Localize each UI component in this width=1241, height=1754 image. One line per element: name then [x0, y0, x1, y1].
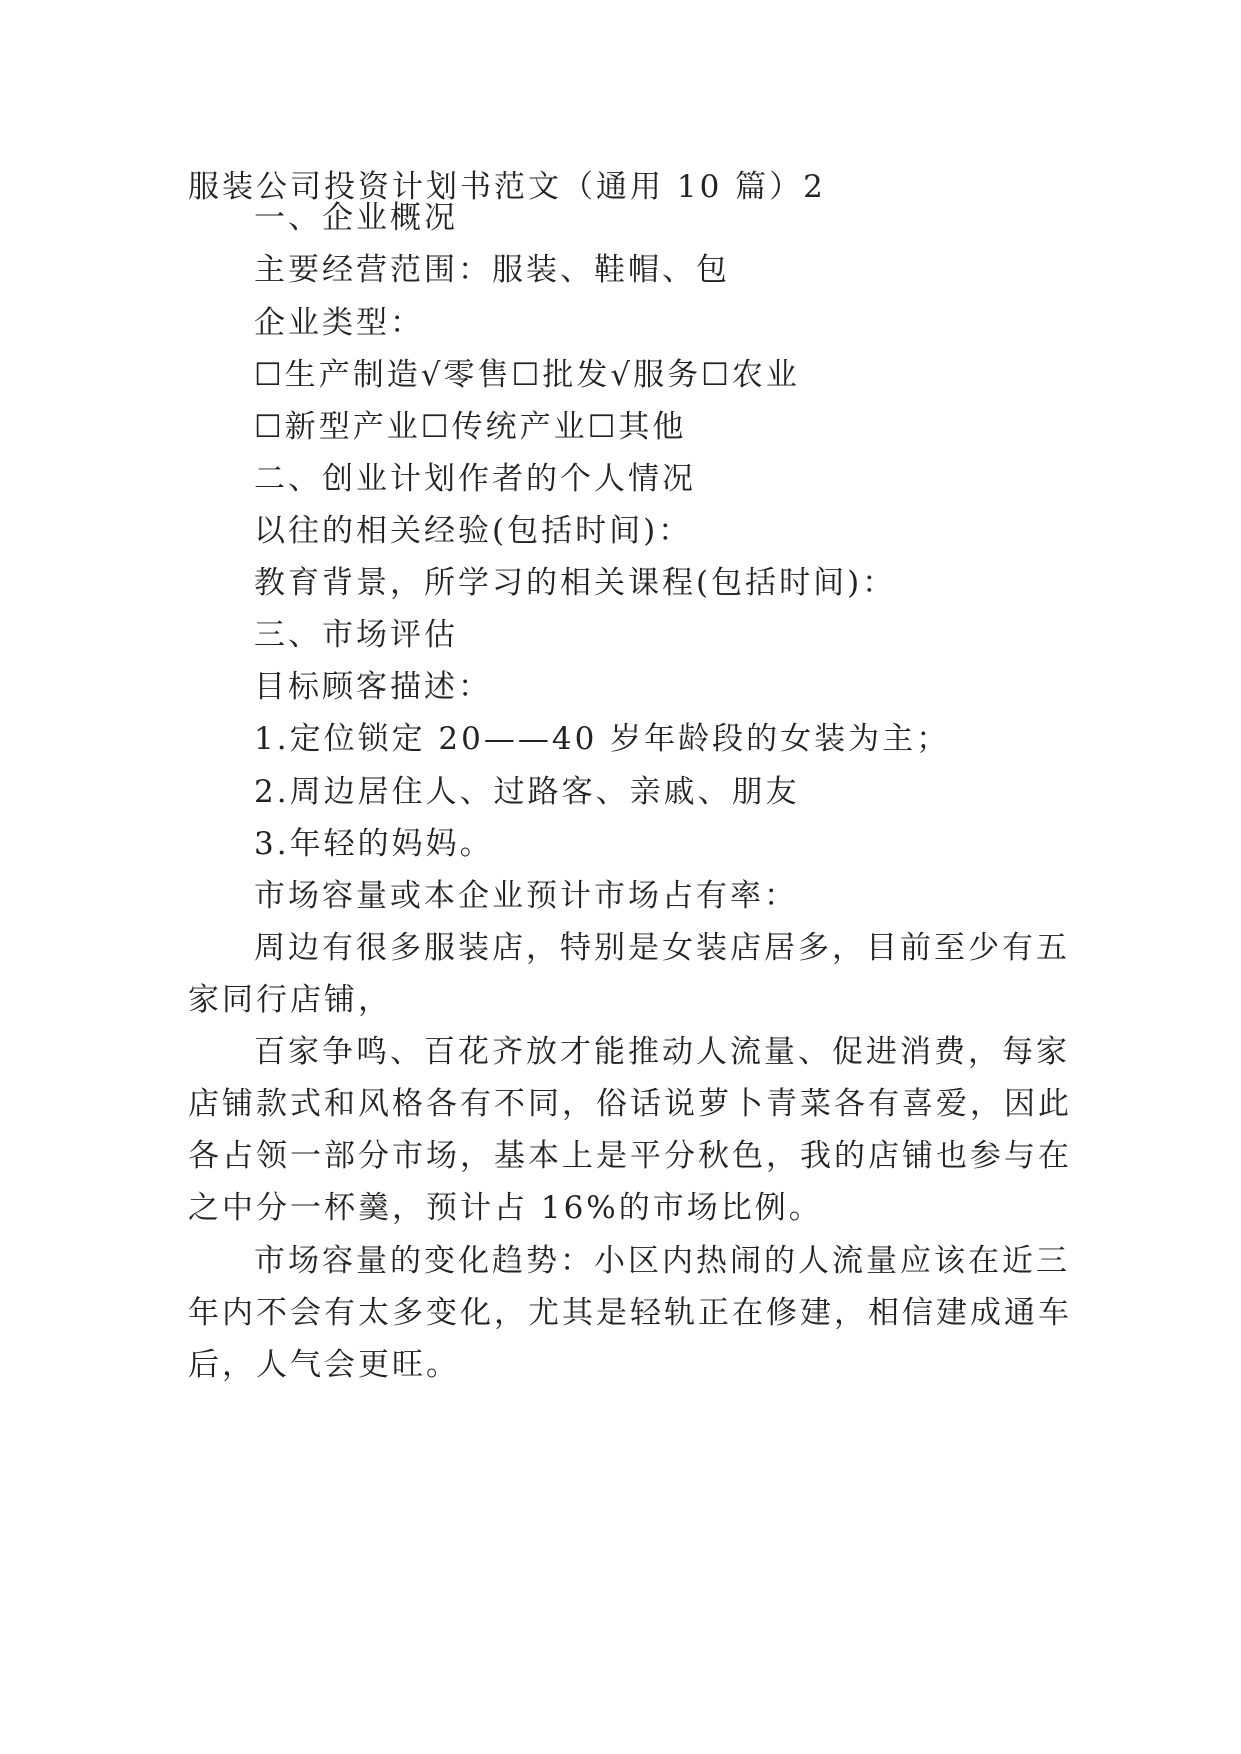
paragraph-line: 之中分一杯羹，预计占 16%的市场比例。: [188, 1190, 823, 1226]
paragraph-line: 目标顾客描述：: [254, 669, 492, 705]
section-heading: 一、企业概况: [254, 200, 458, 236]
paragraph-line: 企业类型：: [254, 305, 424, 341]
paragraph-line: 主要经营范围：服装、鞋帽、包: [254, 252, 730, 288]
section-heading: 三、市场评估: [254, 617, 458, 653]
paragraph-line: 各占领一部分市场，基本上是平分秋色，我的店铺也参与在: [188, 1138, 1072, 1174]
paragraph-line: 百家争鸣、百花齐放才能推动人流量、促进消费，每家: [254, 1034, 1070, 1070]
paragraph-line: 家同行店铺，: [188, 982, 392, 1018]
paragraph-line: 市场容量或本企业预计市场占有率：: [254, 878, 798, 914]
list-item: 3.年轻的妈妈。: [254, 826, 494, 862]
paragraph-line: 教育背景，所学习的相关课程(包括时间)：: [254, 565, 897, 601]
paragraph-line: 以往的相关经验(包括时间)：: [254, 513, 693, 549]
paragraph-line: 周边有很多服装店，特别是女装店居多，目前至少有五: [254, 930, 1070, 966]
paragraph-line: 店铺款式和风格各有不同，俗话说萝卜青菜各有喜爱，因此: [188, 1086, 1072, 1122]
paragraph-line: 市场容量的变化趋势：小区内热闹的人流量应该在近三: [254, 1243, 1070, 1279]
checkbox-line: ☐生产制造√零售☐批发√服务☐农业: [254, 357, 800, 393]
paragraph-line: 后，人气会更旺。: [188, 1347, 460, 1383]
list-item: 1.定位锁定 20——40 岁年龄段的女装为主；: [254, 721, 951, 757]
list-item: 2.周边居住人、过路客、亲戚、朋友: [254, 774, 800, 810]
document-title: 服装公司投资计划书范文（通用 10 篇）2: [188, 169, 826, 205]
section-heading: 二、创业计划作者的个人情况: [254, 461, 696, 497]
paragraph-line: 年内不会有太多变化，尤其是轻轨正在修建，相信建成通车: [188, 1295, 1072, 1331]
checkbox-line: ☐新型产业☐传统产业☐其他: [254, 409, 687, 445]
